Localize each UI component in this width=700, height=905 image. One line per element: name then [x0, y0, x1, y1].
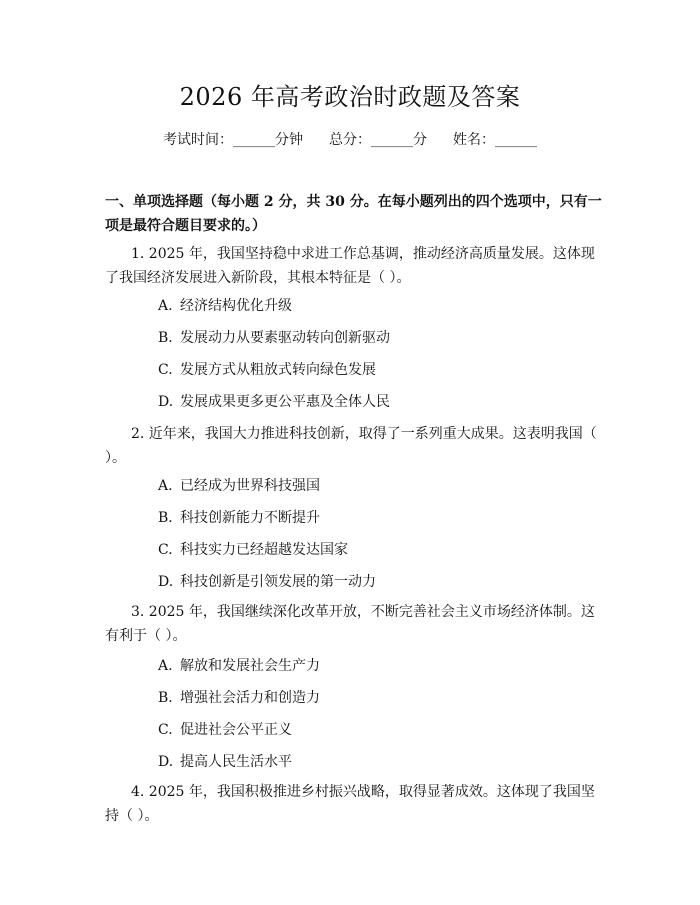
- option-letter: C.: [158, 362, 173, 378]
- question-2-stem: 2. 近年来，我国大力推进科技创新，取得了一系列重大成果。这表明我国（ ）。: [105, 426, 597, 466]
- question-1-option-b: [158, 328, 598, 348]
- question-1-option-c: [158, 360, 598, 380]
- option-letter: D.: [158, 574, 174, 590]
- option-letter: B.: [158, 330, 173, 346]
- option-text: 促进社会公平正义: [180, 722, 292, 738]
- option-letter: A.: [158, 658, 173, 674]
- option-text: 科技创新是引领发展的第一动力: [180, 574, 376, 590]
- question-4-stem: 4. 2025 年，我国积极推进乡村振兴战略，取得显著成效。这体现了我国坚持（ ）。: [105, 784, 595, 824]
- option-text: 发展成果更多更公平惠及全体人民: [180, 394, 390, 410]
- question-2-option-a: [158, 476, 598, 496]
- question-2-option-c: [158, 540, 598, 560]
- question-2-option-d: [158, 572, 598, 592]
- option-letter: C.: [158, 722, 173, 738]
- option-text: 科技创新能力不断提升: [180, 510, 320, 526]
- exam-time-field: 考试时间：______分钟: [163, 132, 303, 148]
- question-3-stem: 3. 2025 年，我国继续深化改革开放，不断完善社会主义市场经济体制。这有利于（ ）。: [105, 604, 595, 644]
- option-letter: D.: [158, 754, 174, 770]
- option-letter: D.: [158, 394, 174, 410]
- option-text: 经济结构优化升级: [180, 298, 292, 314]
- question-1-option-a: [158, 296, 598, 316]
- student-name-field: 姓名：______: [453, 132, 537, 148]
- option-text: 提高人民生活水平: [180, 754, 292, 770]
- question-1-stem: 1. 2025 年，我国坚持稳中求进工作总基调，推动经济高质量发展。这体现了我国经济发展进入新阶段，其根本特征是（ ）。: [105, 246, 595, 286]
- question-1-option-d: [158, 392, 598, 412]
- question-3-option-d: [158, 752, 598, 772]
- question-3-option-a: [158, 656, 598, 676]
- option-text: 发展动力从要素驱动转向创新驱动: [180, 330, 390, 346]
- exam-meta: [0, 130, 700, 150]
- option-text: 已经成为世界科技强国: [180, 478, 320, 494]
- total-score-field: 总分：______分: [329, 132, 427, 148]
- option-letter: A.: [158, 478, 173, 494]
- option-text: 科技实力已经超越发达国家: [180, 542, 348, 558]
- option-letter: A.: [158, 298, 173, 314]
- question-3-option-b: [158, 688, 598, 708]
- option-letter: B.: [158, 690, 173, 706]
- section-heading: 一、单项选择题（每小题 2 分，共 30 分。在每小题列出的四个选项中，只有一项是最符合题目要求的。）: [105, 194, 602, 234]
- option-text: 解放和发展社会生产力: [180, 658, 320, 674]
- option-letter: B.: [158, 510, 173, 526]
- option-letter: C.: [158, 542, 173, 558]
- page-title: 2026 年高考政治时政题及答案: [179, 83, 521, 111]
- question-3-option-c: [158, 720, 598, 740]
- option-text: 发展方式从粗放式转向绿色发展: [180, 362, 376, 378]
- question-2-option-b: [158, 508, 598, 528]
- option-text: 增强社会活力和创造力: [180, 690, 320, 706]
